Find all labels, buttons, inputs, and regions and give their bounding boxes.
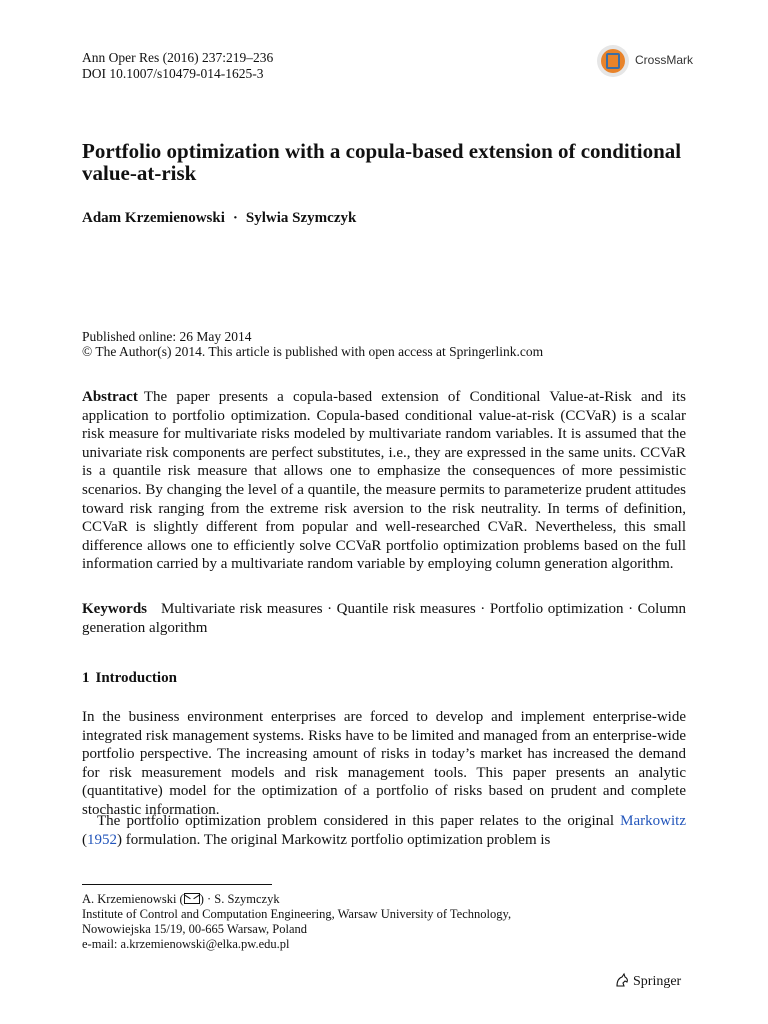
reference-link-year[interactable]: 1952 (87, 831, 117, 848)
published-date: Published online: 26 May 2014 (82, 329, 252, 344)
intro-paragraph-2-text: The portfolio optimization problem considered in this paper relates to the original (97, 813, 614, 829)
journal-header (82, 50, 273, 82)
intro-paragraph-1: In the business environment enterprises are forced to develop and implement enterprise-wide integrated risk management systems. Risks have to be limited and managed from an enterprise-wide portfolio perspective. The increasing amount of risks in today’s market has increased the demand for risk measurement models and risk management tools. This paper presents an analytic (quantitative) model for the optimization of a portfolio of risks based on prudent and complete stochastic information. (82, 709, 686, 818)
keywords (82, 600, 686, 637)
crossmark-label: CrossMark (635, 53, 694, 67)
author-separator: · (232, 210, 238, 226)
publisher-logo (614, 972, 681, 990)
author-name[interactable]: Adam Krzemienowski (82, 210, 225, 226)
footnote-address: Nowowiejska 15/19, 00-665 Warsaw, Poland (82, 922, 308, 936)
footnote-divider (82, 884, 272, 885)
footnote-affiliation: Institute of Control and Computation Engineering, Warsaw University of Technology, (82, 907, 512, 921)
author-name[interactable]: Sylwia Szymczyk (245, 210, 357, 226)
article-title: Portfolio optimization with a copula-based extension of conditional value-at-risk (82, 139, 682, 185)
keywords-text: Multivariate risk measures · Quantile risk measures · Portfolio optimization · Column generation algorithm (82, 601, 686, 636)
footnote-email[interactable]: e-mail: a.krzemienowski@elka.pw.edu.pl (82, 937, 290, 951)
journal-citation: Ann Oper Res (2016) 237:219–236 (82, 50, 274, 65)
section-title: Introduction (95, 670, 177, 686)
crossmark-icon (596, 44, 630, 78)
abstract (82, 388, 686, 574)
envelope-icon[interactable] (184, 893, 200, 904)
footnote-authors: A. Krzemienowski ( ) · S. Szymczyk (82, 892, 280, 906)
section-heading-introduction (82, 670, 177, 687)
intro-paragraph-2-tail: ) formulation. The original Markowitz portfolio optimization problem is (117, 831, 551, 848)
springer-horse-icon (614, 972, 630, 988)
section-number: 1 (82, 670, 90, 686)
doi-line: DOI 10.1007/s10479-014-1625-3 (82, 66, 264, 81)
abstract-text: The paper presents a copula-based extension of Conditional Value-at-Risk and its application to portfolio optimization. Copula-based conditional value-at-risk (CCVaR) is a scalar risk measure for multivariate risks modeled by multivariate random variables. It is assumed that the univariate risk components are perfect substitutes, i.e., they are expressed in the same units. CCVaR is a quantile risk measure that allows one to emphasize the consequences of more pessimistic scenarios. By changing the level of a quantile, the measure permits to parameterize prudent attitudes toward risk ranging from the extreme risk aversion to the risk neutrality. In terms of definition, CCVaR is slightly different from popular and well-researched CVaR. Nevertheless, this small difference allows one to efficiently solve CCVaR portfolio optimization problems based on the full information carried by a multivariate random variable by employing column generation algorithm. (82, 389, 686, 573)
keywords-label: Keywords (82, 601, 147, 617)
author-list (82, 210, 356, 227)
copyright-notice: © The Author(s) 2014. This article is published with open access at Springerlink.com (82, 344, 544, 359)
reference-link-markowitz[interactable]: Markowitz (620, 813, 686, 829)
publisher-name: Springer (633, 974, 682, 989)
intro-paragraph-2: The portfolio optimization problem considered in this paper relates to the original Markowitz (1952) formulation. The original Markowitz portfolio optimization problem is (82, 813, 686, 848)
author-footnote (82, 892, 642, 952)
crossmark-badge[interactable] (596, 44, 696, 78)
abstract-label: Abstract (82, 389, 138, 405)
publication-info (82, 329, 543, 359)
